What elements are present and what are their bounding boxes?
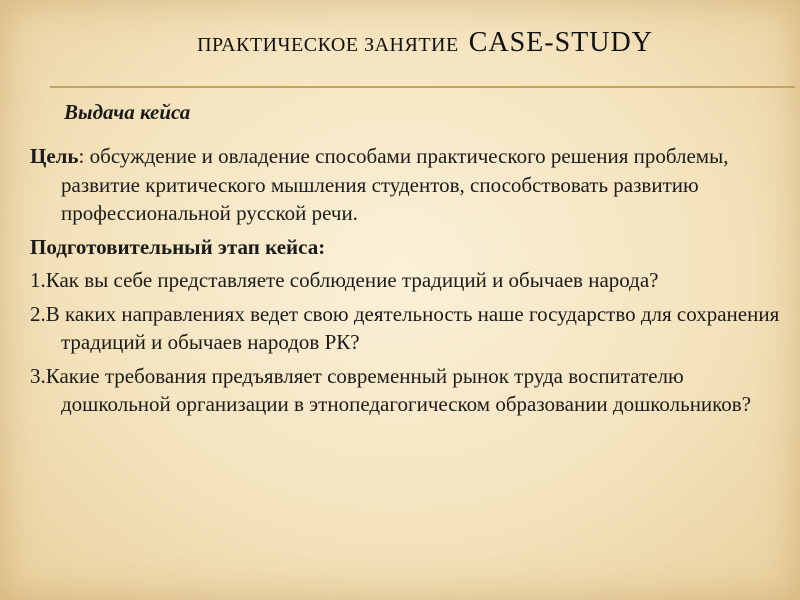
slide-body — [30, 142, 785, 424]
question-item-3: 3.Какие требования предъявляет современный рынок труда воспитателю дошкольной организации в этнопедагогическом образовании дошкольников? — [30, 363, 752, 416]
title-divider — [50, 86, 795, 88]
question-item-1: 1.Как вы себе представляете соблюдение традиций и обычаев народа? — [30, 268, 659, 292]
slide-title-main: ПРАКТИЧЕСКОЕ ЗАНЯТИЕ — [197, 34, 459, 56]
goal-text: : обсуждение и овладение способами практического решения проблемы, развитие критического мышления студентов, способствовать развитию профессиональной русской речи. — [61, 144, 729, 225]
prep-heading: Подготовительный этап кейса: — [30, 234, 326, 259]
slide-title — [0, 27, 800, 59]
question-item-2: 2.В каких направлениях ведет свою деятельность наше государство для сохранения традиций и обычаев народов РК? — [30, 301, 780, 354]
goal-paragraph — [30, 142, 785, 228]
slide-subtitle: Выдача кейса — [64, 100, 191, 124]
goal-label: Цель — [30, 144, 79, 168]
slide-title-case-study: CASE-STUDY — [468, 27, 653, 58]
